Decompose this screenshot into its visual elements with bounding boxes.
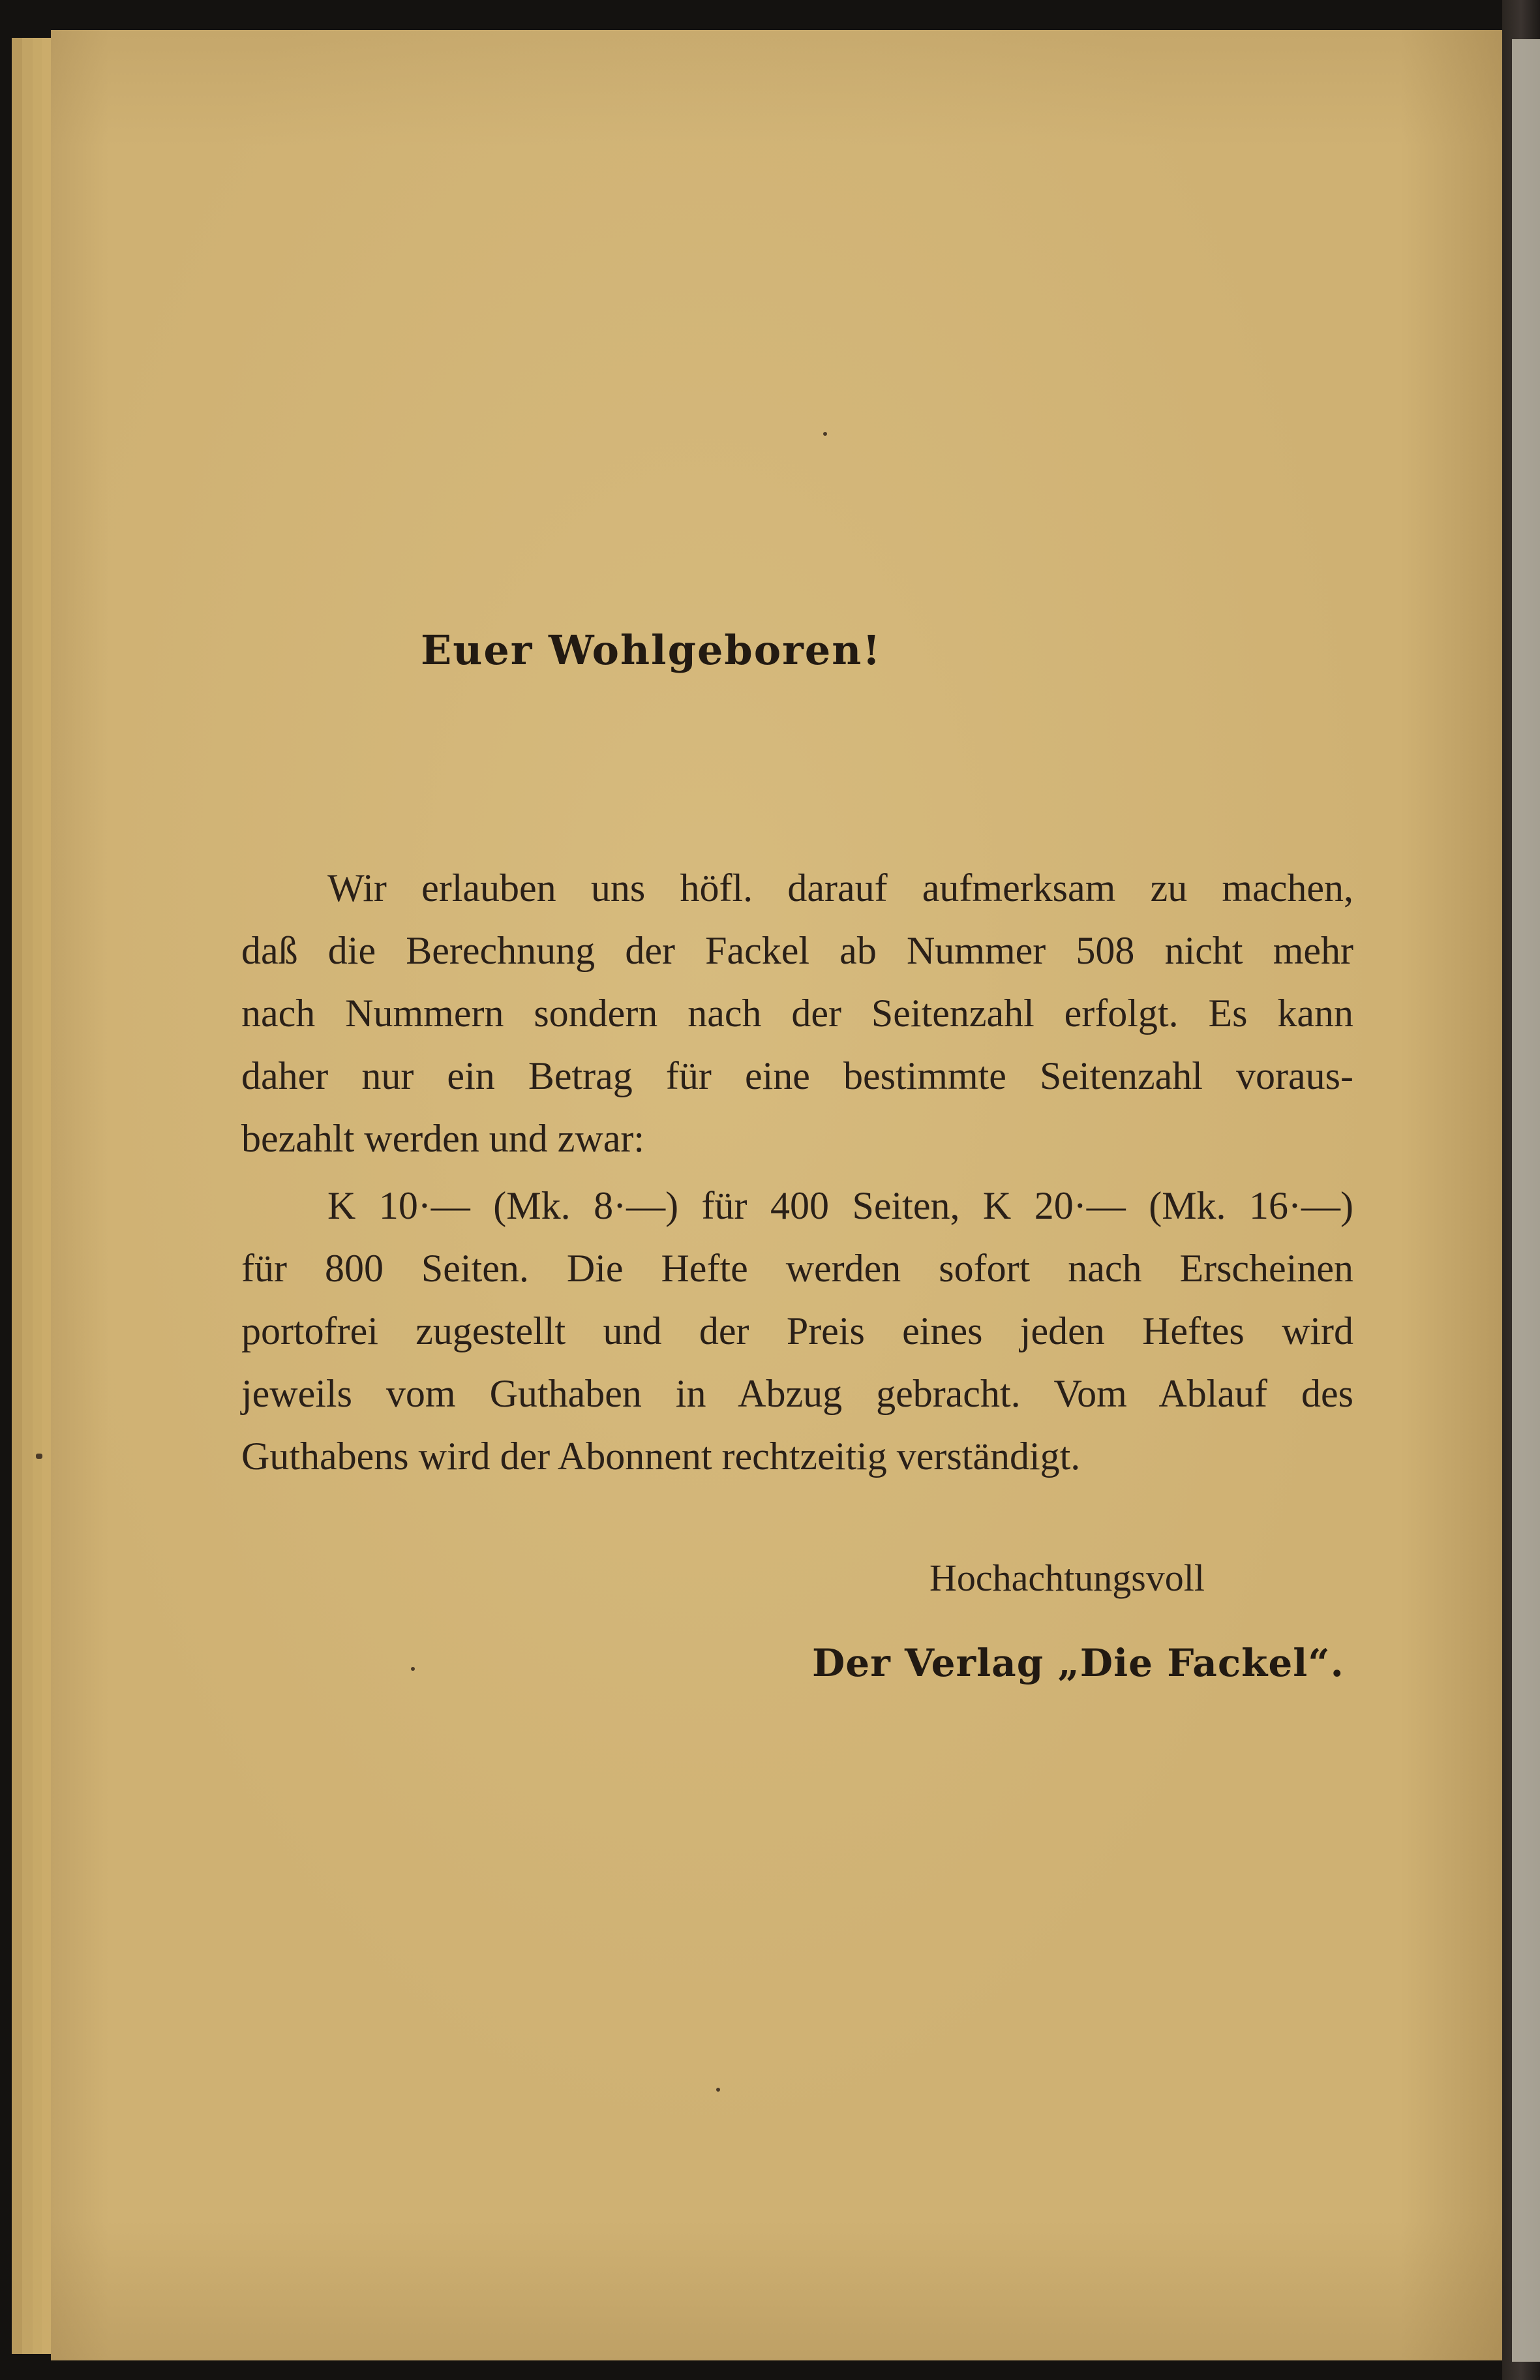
closing: Hochachtungsvoll <box>929 1557 1205 1599</box>
paragraph-2 <box>241 1174 1353 1488</box>
text-line: nach Nummern sondern nach der Seitenzahl erfolgt. Es kann <box>241 992 1353 1035</box>
text-line: Wir erlauben uns höfl. darauf aufmerksam zu machen, <box>327 866 1353 909</box>
paper-speck <box>823 432 827 436</box>
text-line: daher nur ein Betrag für eine bestimmte Seitenzahl voraus- <box>241 1054 1353 1097</box>
paper-speck <box>411 1667 415 1671</box>
next-page-edge <box>1512 39 1540 2362</box>
text-line: Guthabens wird der Abonnent rechtzeitig verständigt. <box>241 1435 1081 1478</box>
paragraph-1 <box>241 857 1353 1170</box>
paper-speck <box>716 2088 720 2092</box>
salutation: Euer Wohlgeboren! <box>421 626 882 674</box>
text-line: jeweils vom Guthaben in Abzug gebracht. Vom Ablauf des <box>241 1372 1353 1415</box>
text-line: bezahlt werden und zwar: <box>241 1117 645 1160</box>
signature: Der Verlag „Die Fackel“. <box>812 1641 1344 1685</box>
text-line: K 10·— (Mk. 8·—) für 400 Seiten, K 20·— (Mk. 16·—) <box>327 1184 1353 1227</box>
text-line: für 800 Seiten. Die Hefte werden sofort nach Erscheinen <box>241 1247 1353 1290</box>
text-line: portofrei zugestellt und der Preis eines jeden Heftes wird <box>241 1309 1353 1352</box>
text-line: daß die Berechnung der Fackel ab Nummer 508 nicht mehr <box>241 929 1353 972</box>
paper-speck <box>36 1454 42 1459</box>
